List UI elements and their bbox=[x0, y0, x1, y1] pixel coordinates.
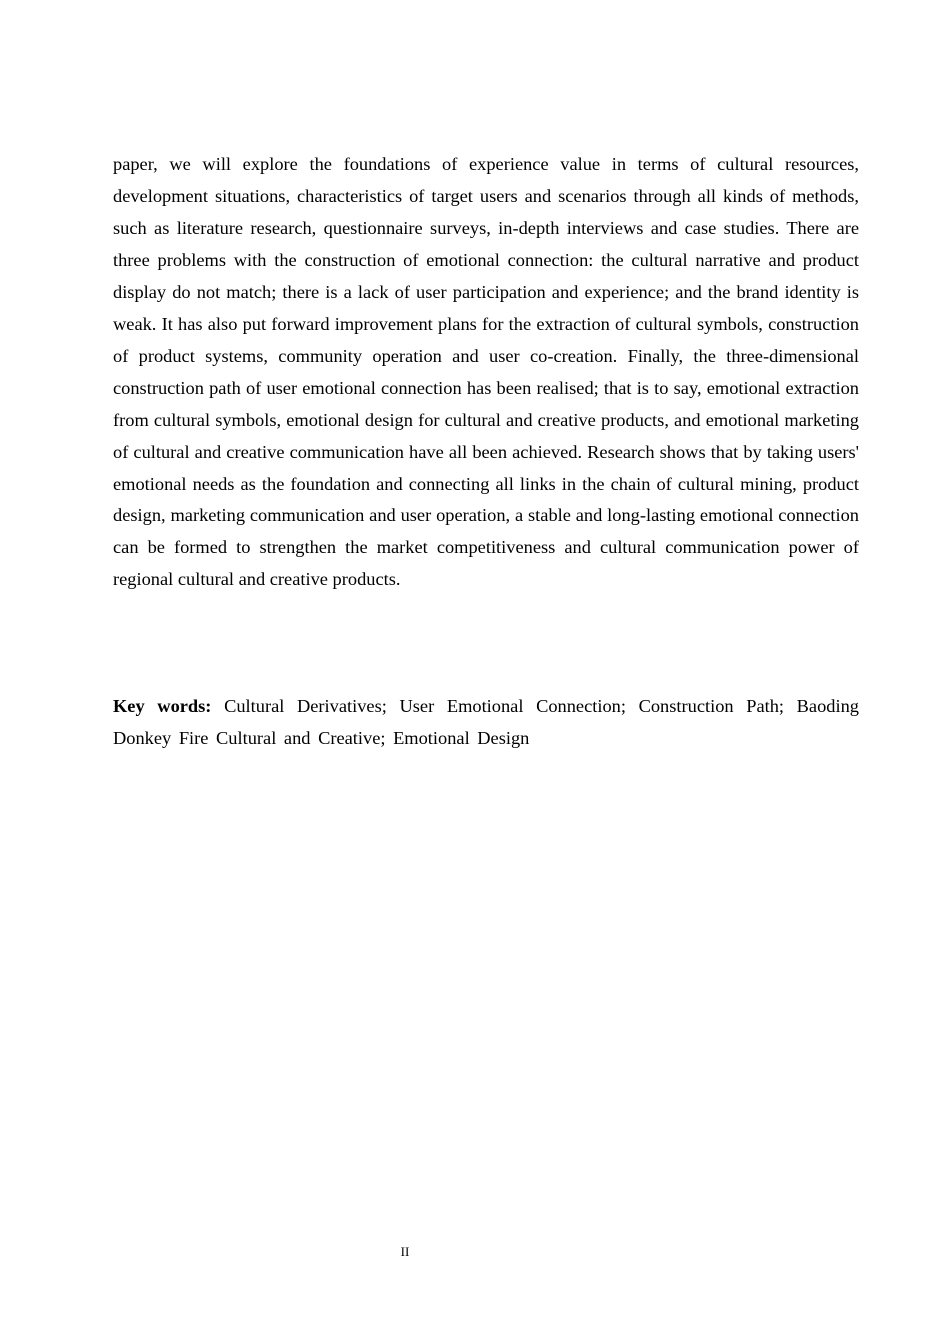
page-number: II bbox=[400, 1244, 410, 1259]
keywords-line bbox=[113, 691, 859, 755]
keywords-label: Key words: bbox=[113, 696, 212, 716]
abstract-paragraph: paper, we will explore the foundations of experience value in terms of cultural resources, development situations, characteristics of target users and scenarios through all kinds of methods, such as literature research, questionnaire surveys, in-depth interviews and case studies. There are three problems with the construction of emotional connection: the cultural narrative and product display do not match; there is a lack of user participation and experience; and the brand identity is weak. It has also put forward improvement plans for the extraction of cultural symbols, construction of product systems, community operation and user co-creation. Finally, the three-dimensional construction path of user emotional connection has been realised; that is to say, emotional extraction from cultural symbols, emotional design for cultural and creative products, and emotional marketing of cultural and creative communication have all been achieved. Research shows that by taking users' emotional needs as the foundation and connecting all links in the chain of cultural mining, product design, marketing communication and user operation, a stable and long-lasting emotional connection can be formed to strengthen the market competitiveness and cultural communication power of regional cultural and creative products. bbox=[113, 154, 859, 590]
keywords-text: Cultural Derivatives; User Emotional Connection; Construction Path; Baoding Donkey Fire Cultural and Creative; Emotional Design bbox=[113, 696, 859, 748]
